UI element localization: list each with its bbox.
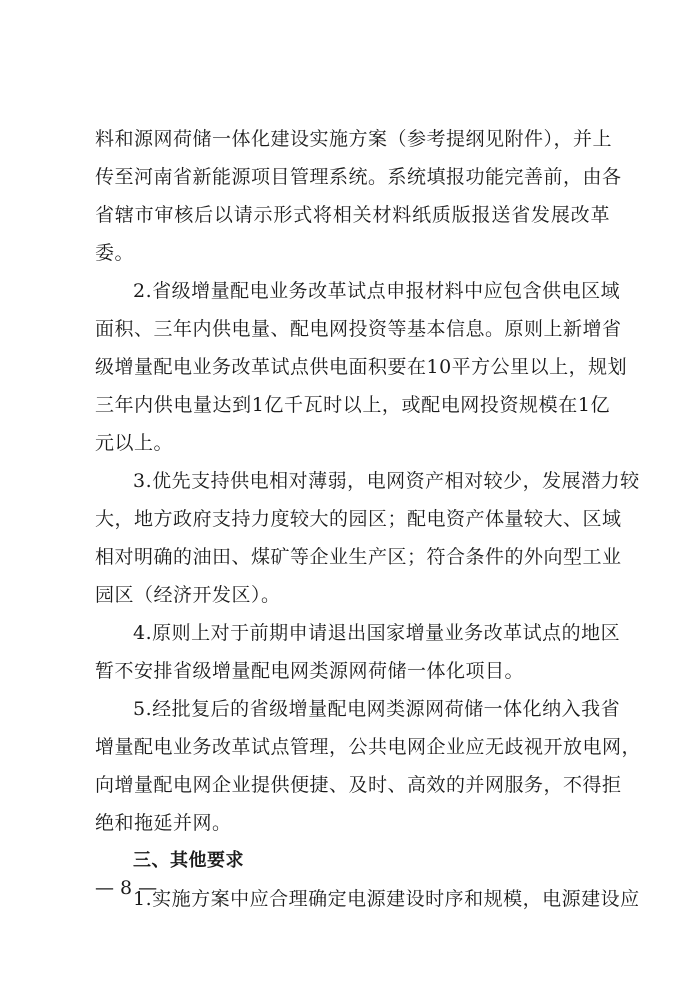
text-line: 3.优先支持供电相对薄弱，电网资产相对较少，发展潜力较 <box>133 470 640 492</box>
text-line: 面积、三年内供电量、配电网投资等基本信息。原则上新增省 <box>95 318 622 340</box>
text-line: 省辖市审核后以请示形式将相关材料纸质版报送省发展改革 <box>95 204 610 226</box>
text-line: 增量配电业务改革试点管理，公共电网企业应无歧视开放电网， <box>95 736 642 758</box>
text-line: 向增量配电网企业提供便捷、及时、高效的并网服务，不得拒 <box>95 774 622 796</box>
text-line: 传至河南省新能源项目管理系统。系统填报功能完善前，由各 <box>95 166 622 188</box>
text-line: 元以上。 <box>95 432 174 454</box>
text-line: 绝和拖延并网。 <box>95 812 232 834</box>
text-line: 相对明确的油田、煤矿等企业生产区；符合条件的外向型工业 <box>95 546 622 568</box>
text-line: 级增量配电业务改革试点供电面积要在10平方公里以上，规划 <box>95 356 628 378</box>
document-body <box>95 120 642 918</box>
section-heading: 三、其他要求 <box>133 850 244 871</box>
text-line: 1.实施方案中应合理确定电源建设时序和规模，电源建设应 <box>133 888 640 910</box>
text-line: 2.省级增量配电业务改革试点申报材料中应包含供电区域 <box>133 280 621 302</box>
text-line: 大，地方政府支持力度较大的园区；配电资产体量较大、区域 <box>95 508 622 530</box>
text-line: 暂不安排省级增量配电网类源网荷储一体化项目。 <box>95 660 525 682</box>
text-line: 4.原则上对于前期申请退出国家增量业务改革试点的地区 <box>133 622 621 644</box>
text-line: 5.经批复后的省级增量配电网类源网荷储一体化纳入我省 <box>133 698 621 720</box>
text-line: 三年内供电量达到1亿千瓦时以上，或配电网投资规模在1亿 <box>95 394 610 416</box>
page-number: — 8 — <box>95 877 158 899</box>
text-line: 料和源网荷储一体化建设实施方案（参考提纲见附件），并上 <box>95 128 613 150</box>
text-line: 园区（经济开发区）。 <box>95 584 281 606</box>
text-line: 委。 <box>95 242 135 264</box>
